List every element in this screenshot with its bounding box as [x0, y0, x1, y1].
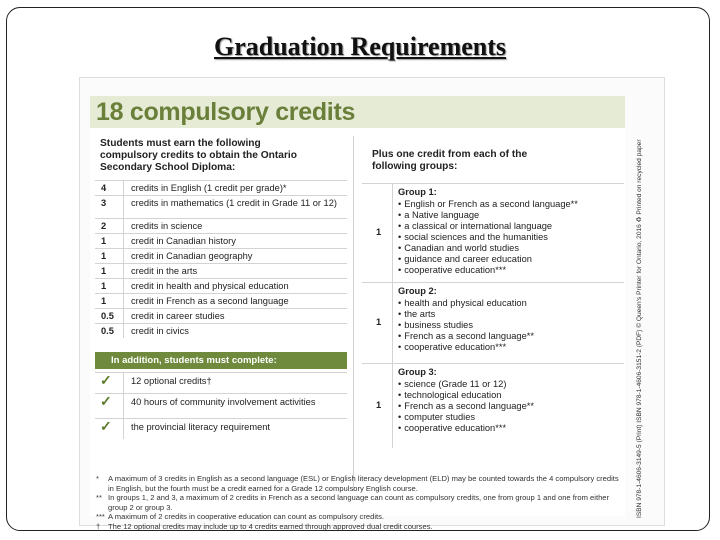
group-item: • business studies: [398, 320, 623, 331]
credit-row: [95, 180, 347, 195]
column-divider: [353, 136, 354, 491]
requirements-card: [90, 96, 625, 531]
credit-group: [362, 183, 624, 282]
footnote: [96, 493, 626, 512]
additional-requirements-list: [95, 372, 347, 439]
compulsory-credit-list: [95, 180, 347, 338]
group-item: • health and physical education: [398, 298, 623, 309]
card-title: 18 compulsory credits: [96, 98, 356, 126]
footnote-text: A maximum of 2 credits in cooperative education can count as compulsory credits.: [108, 512, 385, 522]
group-item: • Canadian and world studies: [398, 243, 623, 254]
addition-header: In addition, students must complete:: [111, 355, 277, 366]
group-item: • French as a second language**: [398, 331, 623, 342]
group-title: Group 3:: [398, 367, 437, 377]
requirement-row: [95, 372, 347, 393]
group-title: Group 2:: [398, 286, 437, 296]
credit-row: [95, 308, 347, 323]
document-image: [79, 77, 665, 531]
checkmark-icon: ✓: [100, 418, 112, 434]
group-body: [398, 367, 623, 434]
checkmark-icon: ✓: [100, 372, 112, 388]
group-item: • cooperative education***: [398, 342, 623, 353]
row-divider: [123, 309, 124, 323]
group-body: [398, 187, 623, 276]
group-body: [398, 286, 623, 353]
intro-text: Students must earn the following compulsory credits to obtain the Ontario Secondary School Diploma:: [100, 138, 297, 173]
credit-count: 1: [101, 251, 107, 261]
credit-row: [95, 278, 347, 293]
row-divider: [123, 394, 124, 418]
credit-subject: credit in career studies: [131, 311, 225, 321]
credit-subject: credit in the arts: [131, 266, 198, 276]
credit-count: 4: [101, 183, 107, 193]
row-divider: [123, 294, 124, 308]
credit-subject: credits in science: [131, 221, 203, 231]
row-divider: [123, 196, 124, 218]
footnote: [96, 522, 626, 532]
footnote-text: A maximum of 3 credits in English as a second language (ESL) or English literacy development (ELD) may be counted towards the 4 compulsory credits in English, but the fourth must be a credit earned for a Grade 12 compulsory English course.: [108, 474, 619, 493]
addition-header-bar: [95, 352, 347, 369]
group-credit-count: 1: [376, 227, 382, 237]
card-header: [90, 96, 625, 128]
footnote-mark: ***: [96, 512, 105, 522]
row-divider: [123, 419, 124, 439]
requirement-row: [95, 418, 347, 439]
requirement-row: [95, 393, 347, 418]
credit-row: [95, 263, 347, 278]
credit-row: [95, 195, 347, 218]
credit-subject: credit in Canadian geography: [131, 251, 253, 261]
row-divider: [123, 324, 124, 338]
requirement-text: 12 optional credits†: [131, 376, 212, 386]
footnote-mark: **: [96, 493, 102, 503]
credit-row: [95, 233, 347, 248]
group-item: • a Native language: [398, 210, 623, 221]
credit-row: [95, 218, 347, 233]
credit-count: 0.5: [101, 311, 114, 321]
group-credit-count: 1: [376, 317, 382, 327]
credit-row: [95, 293, 347, 308]
row-divider: [123, 181, 124, 195]
group-item: • guidance and career education: [398, 254, 623, 265]
group-item: • English or French as a second language**: [398, 199, 623, 210]
footnotes: [96, 474, 626, 532]
row-divider: [392, 184, 393, 282]
group-item: • science (Grade 11 or 12): [398, 379, 623, 390]
credit-count: 2: [101, 221, 107, 231]
footnote: [96, 512, 626, 522]
plus-text: Plus one credit from each of the following groups:: [372, 149, 528, 172]
credit-row: [95, 248, 347, 263]
credit-count: 1: [101, 266, 107, 276]
credit-subject: credits in English (1 credit per grade)*: [131, 183, 287, 193]
credit-group: [362, 363, 624, 448]
footnote: [96, 474, 626, 493]
requirement-text: the provincial literacy requirement: [131, 422, 270, 432]
requirement-text: 40 hours of community involvement activities: [131, 397, 316, 407]
credit-subject: credit in health and physical education: [131, 281, 289, 291]
group-item: • the arts: [398, 309, 623, 320]
row-divider: [123, 264, 124, 278]
vertical-isbn-credit: ISBN 978-1-4606-3149-5 (Print) ISBN 978-1-4606-3151-2 (PDF) © Queen's Printer for Ontario, 2016 ♻ Printed on recycled paper: [636, 139, 643, 518]
group-item: • cooperative education***: [398, 265, 623, 276]
credit-count: 1: [101, 296, 107, 306]
checkmark-icon: ✓: [100, 393, 112, 409]
credit-subject: credit in civics: [131, 326, 189, 336]
row-divider: [392, 364, 393, 448]
row-divider: [123, 219, 124, 233]
group-title: Group 1:: [398, 187, 437, 197]
credit-row: [95, 323, 347, 338]
credit-subject: credit in French as a second language: [131, 296, 289, 306]
group-item: • social sciences and the humanities: [398, 232, 623, 243]
group-item: • technological education: [398, 390, 623, 401]
row-divider: [123, 249, 124, 263]
footnote-mark: *: [96, 474, 99, 483]
group-item: • computer studies: [398, 412, 623, 423]
credit-subject: credits in mathematics (1 credit in Grade 11 or 12): [131, 198, 337, 208]
credit-count: 1: [101, 281, 107, 291]
footnote-text: In groups 1, 2 and 3, a maximum of 2 credits in French as a second language can count as compulsory credits, one from group 1 and one from either group 2 or group 3.: [108, 493, 610, 512]
row-divider: [392, 283, 393, 363]
group-credit-count: 1: [376, 400, 382, 410]
group-item: • cooperative education***: [398, 423, 623, 434]
credit-count: 3: [101, 198, 107, 208]
group-item: • a classical or international language: [398, 221, 623, 232]
credit-groups: [362, 183, 624, 448]
footnote-text: The 12 optional credits may include up to 4 credits earned through approved dual credit courses.: [108, 521, 433, 531]
footnote-mark: †: [96, 521, 101, 531]
slide-title: Graduation Requirements: [213, 32, 507, 61]
group-item: • French as a second language**: [398, 401, 623, 412]
row-divider: [123, 373, 124, 393]
credit-count: 0.5: [101, 326, 114, 336]
row-divider: [123, 279, 124, 293]
credit-subject: credit in Canadian history: [131, 236, 236, 246]
credit-count: 1: [101, 236, 107, 246]
credit-group: [362, 282, 624, 363]
row-divider: [123, 234, 124, 248]
